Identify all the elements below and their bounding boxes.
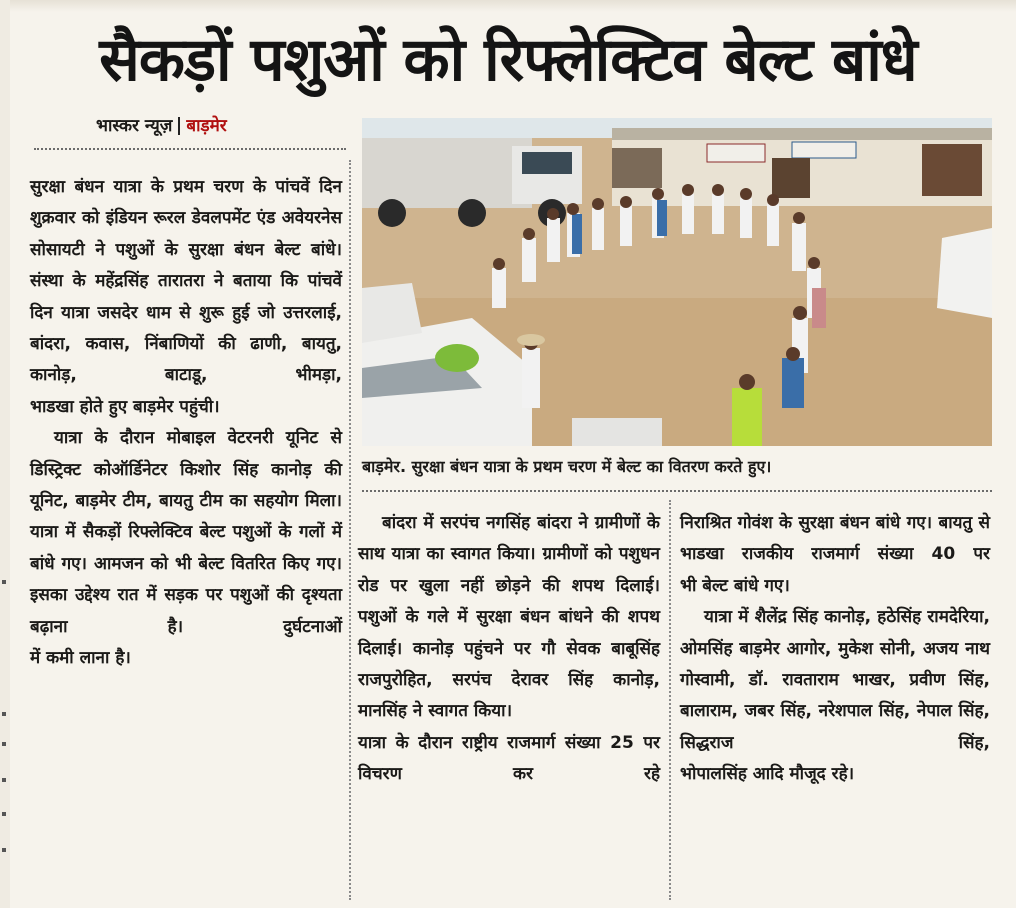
paragraph-last-line: में कमी लाना है।	[30, 648, 131, 669]
paragraph-last-line: भी बेल्ट बांधे गए।	[680, 575, 790, 596]
paragraph-last-line: भाडखा होते हुए बाड़मेर पहुंची।	[30, 396, 220, 417]
paragraph	[680, 508, 990, 602]
previous-article-strip	[0, 0, 1016, 12]
paragraph-text: यात्रा के दौरान मोबाइल वेटरनरी यूनिट से डिस्ट्रिक्ट कोऑर्डिनेटर किशोर सिंह कानोड़ की यूनिट, बाड़मेर टीम, बायतु टीम का सहयोग मिला। यात्रा में सैकड़ों रिफ्लेक्टिव बेल्ट पशुओं के गलों में बांधे गए। आमजन को भी बेल्ट वितरित किए गए। इसका उद्देश्य रात में सड़क पर पशुओं की दृश्यता बढ़ाना है। दुर्घटनाओं	[30, 428, 342, 637]
edge-mark	[2, 580, 6, 584]
paragraph-last-line: भोपालसिंह आदि मौजूद रहे।	[680, 764, 855, 785]
paragraph	[30, 423, 342, 674]
paragraph	[680, 602, 990, 790]
paragraph-text: बांदरा में सरपंच नगसिंह बांदरा ने ग्रामीणों के साथ यात्रा का स्वागत किया। ग्रामीणों को पशुधन रोड पर खुला नहीं छोड़ने की शपथ दिलाई। पशुओं के गले में सुरक्षा बंधन बांधने की शपथ दिलाई। कानोड़ पहुंचने पर गौ सेवक बाबूसिंह राजपुरोहित, सरपंच देरावर सिंह कानोड़,	[358, 513, 660, 691]
edge-mark	[2, 778, 6, 782]
adjacent-page-edge	[0, 0, 10, 908]
edge-mark	[2, 742, 6, 746]
column-divider	[349, 160, 351, 900]
edge-mark	[2, 812, 6, 816]
paragraph-text: यात्रा में शैलेंद्र सिंह कानोड़, हठेसिंह रामदेरिया, ओमसिंह बाड़मेर आगोर, मुकेश सोनी, अजय नाथ गोस्वामी, डॉ. रावताराम भाखर, प्रवीण सिंह, बालाराम, जबर सिंह, नरेशपाल सिंह, नेपाल सिंह, सिद्धराज सिंह,	[680, 607, 990, 753]
byline-source: भास्कर न्यूज़	[96, 116, 173, 136]
article-column-1	[30, 172, 342, 675]
byline-separator	[178, 117, 180, 135]
paragraph-last-line: मानसिंह ने स्वागत किया।	[358, 701, 513, 722]
article-column-3	[680, 508, 990, 791]
edge-mark	[2, 712, 6, 716]
article-photo	[362, 118, 992, 446]
paragraph	[30, 172, 342, 423]
paragraph-text: सुरक्षा बंधन यात्रा के प्रथम चरण के पांचवें दिन शुक्रवार को इंडियन रूरल डेवलपमेंट एंड अवेयरनेस सोसायटी ने पशुओं के सुरक्षा बंधन बेल्ट बांधे। संस्था के महेंद्रसिंह तारातरा ने बताया कि पांचवें दिन यात्रा जसदेर धाम से शुरू हुई जो उत्तरलाई, बांदरा, कवास, निंबाणियों की ढाणी, बायतु, कानोड़, बाटाडू, भीमड़ा,	[30, 177, 342, 386]
article-headline: सैकड़ों पशुओं को रिफ्लेक्टिव बेल्ट बांधे	[99, 25, 917, 95]
paragraph	[358, 508, 660, 728]
paragraph	[358, 728, 660, 791]
byline-rule	[34, 148, 346, 150]
paragraph-text: यात्रा के दौरान राष्ट्रीय राजमार्ग संख्या 25 पर विचरण कर रहे	[358, 732, 660, 785]
edge-mark	[2, 848, 6, 852]
column-divider	[669, 500, 671, 900]
byline-place: बाड़मेर	[186, 116, 227, 136]
photo-caption: बाड़मेर. सुरक्षा बंधन यात्रा के प्रथम चरण में बेल्ट का वितरण करते हुए।	[362, 457, 772, 476]
photo-illustration	[362, 118, 992, 446]
byline	[96, 112, 346, 140]
article-column-2	[358, 508, 660, 791]
caption-rule	[362, 490, 992, 492]
paragraph-text: निराश्रित गोवंश के सुरक्षा बंधन बांधे गए। बायतु से भाडखा राजकीय राजमार्ग संख्या 40 पर	[680, 513, 990, 565]
